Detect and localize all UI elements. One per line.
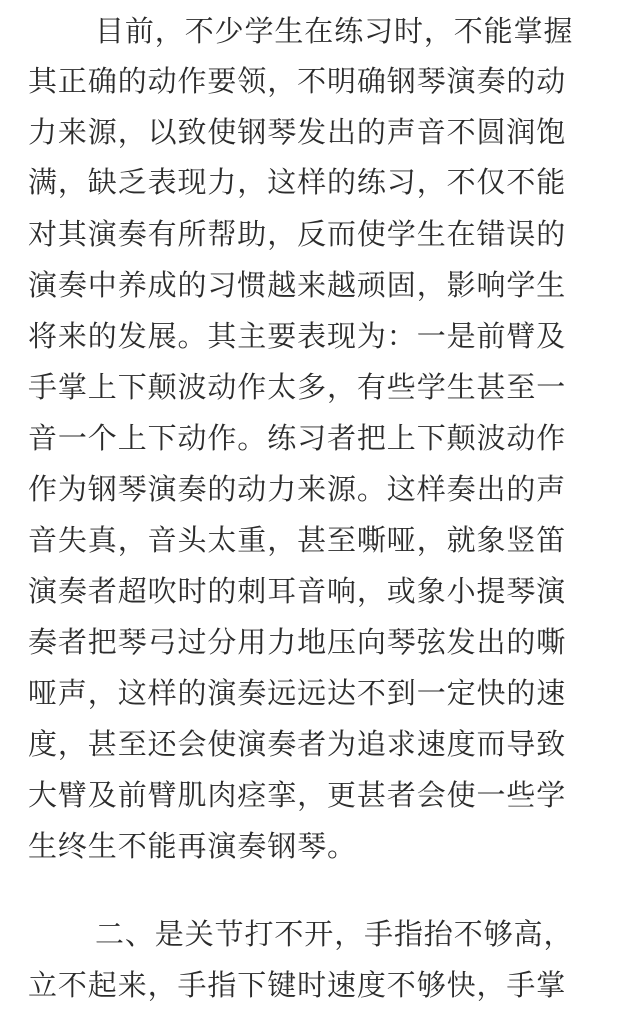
text-line: 演奏者超吹时的刺耳音响，或象小提琴演 bbox=[28, 574, 567, 608]
text-line: 音失真，音头太重，甚至嘶哑，就象竖笛 bbox=[28, 523, 567, 557]
text-line: 大臂及前臂肌肉痉挛，更甚者会使一些学 bbox=[28, 778, 567, 812]
text-line: 立不起来，手指下键时速度不够快，手掌 bbox=[28, 968, 567, 1002]
text-line: 二、是关节打不开，手指抬不够高， bbox=[95, 917, 574, 951]
text-line: 音一个上下动作。练习者把上下颠波动作 bbox=[28, 421, 567, 455]
text-line: 对其演奏有所帮助，反而使学生在错误的 bbox=[28, 217, 567, 251]
text-line: 度，甚至还会使演奏者为追求速度而导致 bbox=[28, 727, 567, 761]
text-line: 生终生不能再演奏钢琴。 bbox=[28, 829, 357, 863]
text-line: 力来源，以致使钢琴发出的声音不圆润饱 bbox=[28, 115, 567, 149]
text-line: 作为钢琴演奏的动力来源。这样奏出的声 bbox=[28, 472, 567, 506]
text-line: 满，缺乏表现力，这样的练习，不仅不能 bbox=[28, 165, 567, 199]
text-line: 目前，不少学生在练习时，不能掌握 bbox=[95, 14, 574, 48]
text-line: 其正确的动作要领，不明确钢琴演奏的动 bbox=[28, 64, 567, 98]
text-line: 哑声，这样的演奏远远达不到一定快的速 bbox=[28, 676, 567, 710]
text-line: 将来的发展。其主要表现为：一是前臂及 bbox=[28, 319, 567, 353]
text-line: 奏者把琴弓过分用力地压向琴弦发出的嘶 bbox=[28, 625, 567, 659]
text-line: 演奏中养成的习惯越来越顽固，影响学生 bbox=[28, 268, 567, 302]
text-line: 手掌上下颠波动作太多，有些学生甚至一 bbox=[28, 370, 567, 404]
